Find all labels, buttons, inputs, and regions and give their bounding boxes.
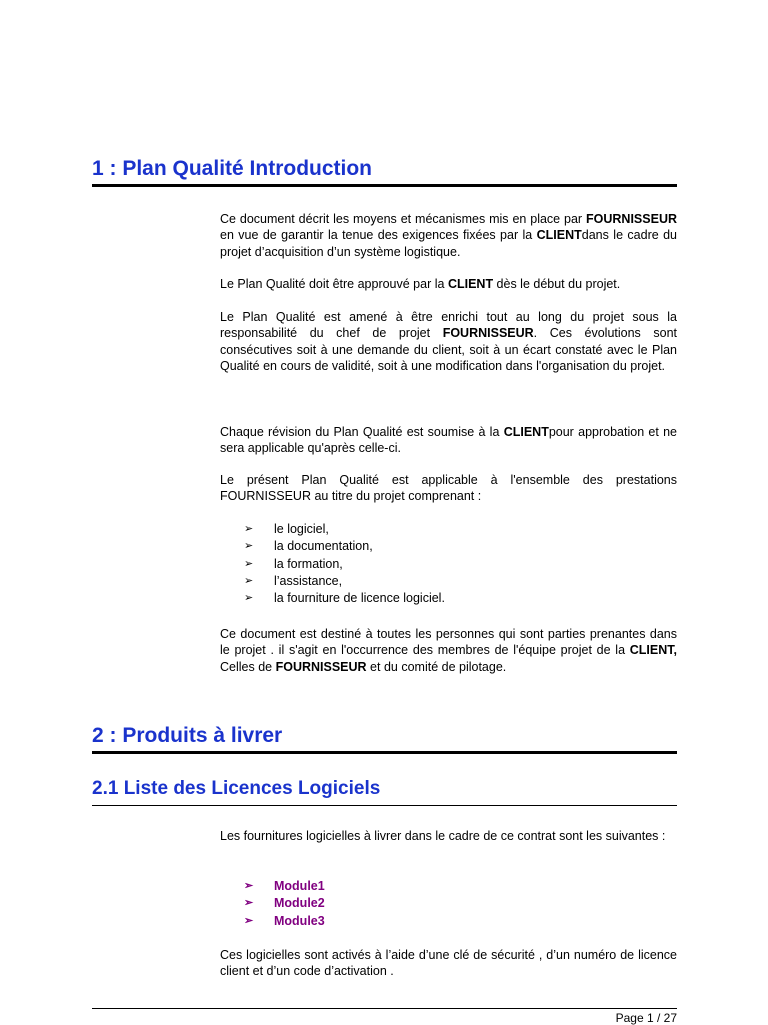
intro-paragraph-4: Chaque révision du Plan Qualité est soumise à la CLIENTpour approbation et ne sera applicable qu'après celle-ci. bbox=[220, 425, 678, 456]
arrow-bullet-icon: ➢ bbox=[244, 557, 254, 570]
list-item: ➢ la formation, bbox=[220, 556, 677, 573]
footer-divider bbox=[92, 1008, 677, 1009]
list-item: ➢ la documentation, bbox=[220, 538, 677, 555]
licences-paragraph-2: Ces logicielles sont activés à l’aide d’une clé de sécurité , d’un numéro de licence client et d’un code d’activation . bbox=[220, 948, 677, 979]
arrow-bullet-icon: ➢ bbox=[244, 897, 254, 910]
section-1-body-4 bbox=[220, 424, 677, 457]
arrow-bullet-icon: ➢ bbox=[244, 574, 254, 587]
module-item: ➢ Module3 bbox=[220, 913, 677, 930]
arrow-bullet-icon: ➢ bbox=[244, 523, 254, 535]
subsection-2-1-body bbox=[220, 828, 677, 844]
arrow-bullet-icon: ➢ bbox=[244, 592, 254, 605]
module-item: ➢ Module2 bbox=[220, 895, 677, 912]
page-number: Page 1 / 27 bbox=[615, 1011, 677, 1025]
section-2-heading: 2 : Produits à livrer bbox=[92, 723, 677, 754]
section-1-body-6 bbox=[220, 626, 677, 675]
list-item: ➢ le logiciel, bbox=[220, 521, 677, 538]
list-item: ➢ l’assistance, bbox=[220, 573, 677, 590]
arrow-bullet-icon: ➢ bbox=[244, 914, 254, 927]
subsection-2-1-body-2 bbox=[220, 947, 677, 980]
section-1-body bbox=[220, 211, 677, 260]
module-item: ➢ Module1 bbox=[220, 878, 677, 895]
intro-paragraph-2: Le Plan Qualité doit être approuvé par la CLIENT dès le début du projet. bbox=[220, 277, 621, 291]
subsection-2-1-heading: 2.1 Liste des Licences Logiciels bbox=[92, 777, 677, 806]
section-1-heading: 1 : Plan Qualité Introduction bbox=[92, 156, 677, 187]
section-1-body-2 bbox=[220, 276, 677, 292]
intro-paragraph-1: Ce document décrit les moyens et mécanismes mis en place par FOURNISSEUR en vue de garantir la tenue des exigences fixées par la CLIENTdans le cadre du projet d’acquisition d’un système logistique. bbox=[220, 212, 677, 259]
intro-paragraph-3: Le Plan Qualité est amené à être enrichi tout au long du projet sous la responsabilité du chef de projet FOURNISSEUR. Ces évolutions sont consécutives soit à une demande du client, soit à un écart constaté avec le Plan Qualité en cours de validité, soit à une modification dans l'organisation du projet. bbox=[220, 310, 677, 373]
intro-paragraph-6: Ce document est destiné à toutes les personnes qui sont parties prenantes dans le projet . il s'agit en l'occurrence des membres de l'équipe projet de la CLIENT, Celles de FOURNISSEUR et du comité de pilotage. bbox=[220, 627, 677, 674]
arrow-bullet-icon: ➢ bbox=[244, 880, 254, 892]
section-1-body-5 bbox=[220, 472, 677, 505]
scope-list bbox=[220, 521, 677, 607]
licences-paragraph-1: Les fournitures logicielles à livrer dans le cadre de ce contrat sont les suivantes : bbox=[220, 829, 666, 843]
section-1-body-3 bbox=[220, 309, 677, 374]
module-list bbox=[220, 878, 677, 930]
arrow-bullet-icon: ➢ bbox=[244, 540, 254, 553]
intro-paragraph-5: Le présent Plan Qualité est applicable à l'ensemble des prestations FOURNISSEUR au titre du projet comprenant : bbox=[220, 473, 677, 504]
list-item: ➢ la fourniture de licence logiciel. bbox=[220, 590, 677, 607]
